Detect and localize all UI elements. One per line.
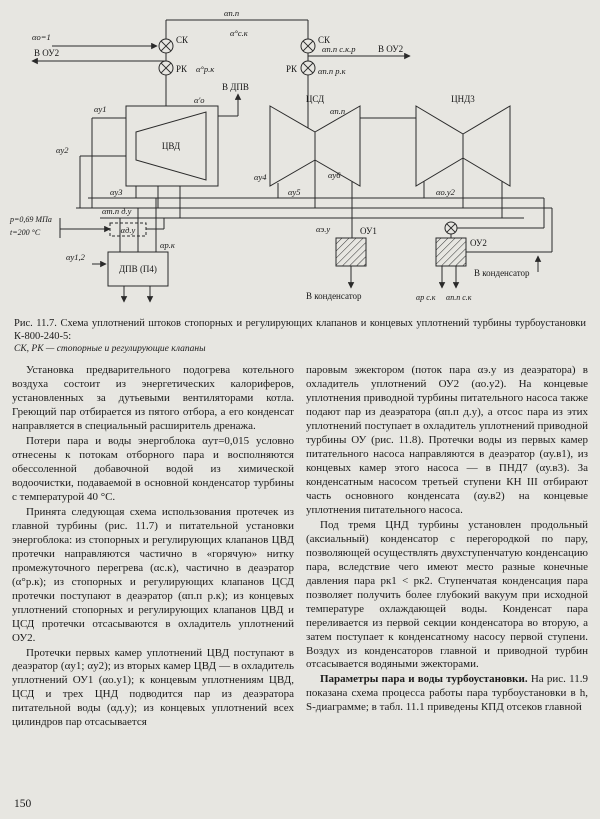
piping-lines xyxy=(32,20,552,302)
left-column xyxy=(12,364,294,731)
alpha-y6-label: αу6 xyxy=(328,170,341,180)
alpha-sk-label: α°с.к xyxy=(230,28,248,38)
control-valve-right-label: РК xyxy=(286,64,298,74)
alpha-pp-top-label: αп.п xyxy=(224,8,240,18)
alpha-skr-label: αр с.к xyxy=(416,293,436,302)
body-text xyxy=(12,364,588,731)
paragraph: Протечки первых камер уплотнений ЦВД поступают в деаэратор (αу1; αу2); из вторых камер ЦВД — в охладитель уплотнений ОУ1 (αо.у1); к концевым уплотнениям ЦВД, ЦСД и трех ЦНД подводится пар из деаэратора питательной воды (αд.у); из концевых уплотнений всех цилиндров пар отсасывается xyxy=(12,646,294,729)
paragraph xyxy=(306,673,588,715)
figure-caption-legend: СК, РК — стопорные и регулирующие клапаны xyxy=(14,344,206,355)
paragraph: паровым эжектором (поток пара αэ.у из деаэратора) в охладитель уплотнений ОУ2 (αо.у2). На концевые уплотнения приводной турбины питательного насоса также подают пар из деаэратора (αп.п д.у), а отсос пара из этих уплотнений поступает в охладитель уплотнений приводной турбины ОУ (рис. 11.8). Протечки воды из первых камер питательного насоса направляются в деаэратор (αу.в1), из концевых камер этого насоса — в ПНД7 (αу.в3). За конденсатным насосом третьей ступени КН III отбирают часть основного конденсата (αу.в2) на концевые уплотнения питательного насоса. xyxy=(306,364,588,516)
alpha-rk-pp-label: αп.п р.к xyxy=(318,66,346,76)
alpha-y3-label: αу3 xyxy=(110,187,123,197)
alpha-o-1-label: αо=1 xyxy=(32,32,51,42)
hp-cylinder-label: ЦВД xyxy=(161,141,181,151)
paragraph: Потери пара и воды энергоблока αут=0,015 условно отнесены к потокам отборного пара и восполняются обессоленной добавочной водой из химической водоочистки, подаваемой в основной конденсатор турбины с температурой 40 °С. xyxy=(12,434,294,503)
control-valve-left-label: РК xyxy=(176,64,188,74)
alpha-y2-label: αу2 xyxy=(56,145,69,155)
pressure-label: p=0,69 МПа xyxy=(10,215,52,224)
alpha-rk-label: αр.к xyxy=(160,240,175,250)
alpha-dy-tp-label: αт.п д.у xyxy=(102,206,132,216)
stop-valve-left-label: СК xyxy=(176,35,189,45)
stop-valve-right-label: СК xyxy=(318,35,331,45)
ip-cylinder-label: ЦСД xyxy=(305,94,325,104)
alpha-dy-label: αд.у xyxy=(120,225,136,235)
paragraph: Под тремя ЦНД турбины установлен продольный (аксиальный) конденсатор с перегородкой по пару, позволяющей осуществлять двухступенчатую конденсацию пара, вследствие чего имеют место разные конечные давления пара pк1 < pк2. Ступенчатая конденсация пара позволяет получить более глубокий вакуум при исходной температуре охлаждающей воды. Конденсат пара переливается из первой секции конденсатора во вторую, а затем поступает к конденсатному насосу первой ступени. Воздух из конденсаторов главной и приводной турбин отсасывается водяными эжекторами. xyxy=(306,518,588,671)
figure-caption-text: Рис. 11.7. Схема уплотнений штоков стопорных и регулирующих клапанов и концевых уплотнений турбины турбоустановки К-800-240-5: xyxy=(14,318,586,343)
figure-11-7 xyxy=(8,6,600,313)
figure-11-7-diagram xyxy=(8,6,592,308)
alpha-y1-label: αу1 xyxy=(94,104,107,114)
to-condenser-right-label: В конденсатор xyxy=(474,268,530,278)
to-dpv-label: В ДПВ xyxy=(222,82,249,92)
to-ou2-right-label: В ОУ2 xyxy=(378,44,404,54)
paragraph-lead-bold: Параметры пара и воды турбоустановки. xyxy=(320,673,528,686)
seal-cooler-2-label: ОУ2 xyxy=(470,238,487,248)
lp-cylinder-label: ЦНД3 xyxy=(451,94,475,104)
alpha-rk-o-label: α°р.к xyxy=(196,64,215,74)
alpha-ey-label: αэ.у xyxy=(316,224,331,234)
figure-caption xyxy=(14,317,586,356)
alpha-oy2-label: αо.у2 xyxy=(436,187,455,197)
deaerator-box-label: ДПВ (П4) xyxy=(119,264,157,274)
paragraph: Принята следующая схема использования протечек из главной турбины (рис. 11.7) и питательной установки энергоблока: из стопорных и регулирующих клапанов ЦВД протечки направляются частично в «горячую» нитку промежуточного перегрева (αс.к), частично в деаэратор (α°р.к); из стопорных и регулирующих клапанов ЦСД протечки поступают в деаэратор (αп.п р.к); из концевых уплотнений стопорных и регулирующих клапанов ЦВД и ЦСД протечки отсасываются в охладитель уплотнений ОУ2. xyxy=(12,505,294,644)
alpha-skr-pp-label: αп.п с.к.р xyxy=(322,44,356,54)
paragraph-rest: На рис. 11.9 показана схема процесса работы пара турбоустановки в h, S-диаграмме; в табл. 11.1 приведены КПД отсеков главной xyxy=(306,673,588,714)
page-number: 150 xyxy=(14,798,32,810)
seal-cooler-1-label: ОУ1 xyxy=(360,226,377,236)
alpha-y4-label: αу4 xyxy=(254,172,267,182)
to-ou2-left-label: В ОУ2 xyxy=(34,48,60,58)
paragraph: Установка предварительного подогрева котельного воздуха состоит из энергетических калориферов, установленных за дутьевыми вентиляторами котла. Греющий пар отбирается из пятого отбора, а его конденсат направляется в специальный расширитель дренажа. xyxy=(12,364,294,432)
to-condenser-left-label: В конденсатор xyxy=(306,291,362,301)
temperature-label: t=200 °С xyxy=(10,228,41,237)
alpha-y5-label: αу5 xyxy=(288,187,301,197)
right-column xyxy=(306,364,588,731)
alpha-o-prime-label: α'о xyxy=(194,95,205,105)
alpha-skpp-label: αп.п с.к xyxy=(446,293,472,302)
alpha-y12-label: αу1,2 xyxy=(66,252,85,262)
alpha-pp-ip-label: αп.п xyxy=(330,106,346,116)
